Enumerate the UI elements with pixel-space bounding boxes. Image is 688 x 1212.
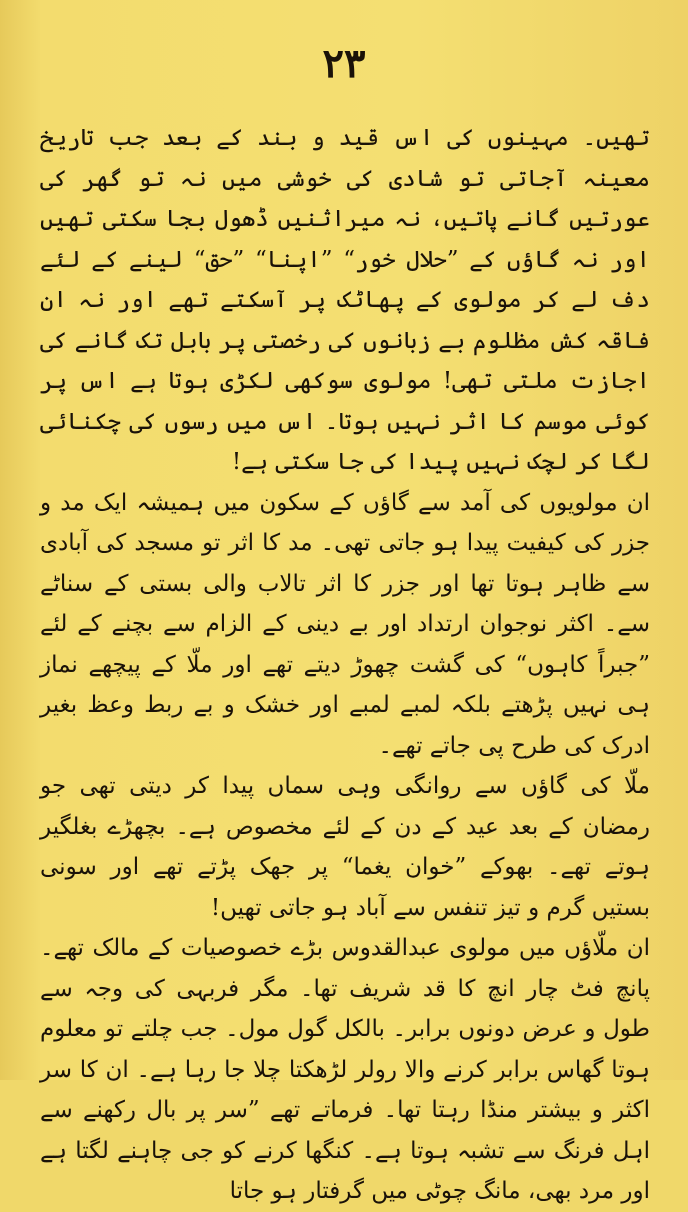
paragraph: ان ملّاؤں میں مولوی عبدالقدوس بڑے خصوصیات کے مالک تھے۔ پانچ فٹ چار انچ کا قد شریف تھا۔ مگر فربہی کی وجہ سے طول و عرض دونوں برابر۔ بالکل گول مول۔ جب چلتے تو معلوم ہوتا گھاس برابر کرنے والا رولر لڑھکتا چلا جا رہا ہے۔ ان کا سر اکثر و بیشتر منڈا رہتا تھا۔ فرماتے تھے ”سر پر بال رکھنے سے اہل فرنگ سے تشبہ ہوتا ہے۔ کنگھا کرنے کو جی چاہنے لگتا ہے اور مرد بھی، مانگ چوٹی میں گرفتار ہو جاتا	[40, 935, 650, 1204]
page-text	[40, 118, 650, 1212]
page-number: ۲۳	[322, 40, 366, 87]
paragraph: تھیں۔ مہینوں کی اس قید و بند کے بعد جب تاریخ معینہ آجاتی تو شادی کی خوشی میں نہ تو گھر کی عورتیں گانے پاتیں، نہ میراثنیں ڈھول بجا سکتی تھیں اور نہ گاؤں کے ”حلال خور“ ”اپنا“ ”حق“ لینے کے لئے دف لے کر مولوی کے پھاٹک پر آسکتے تھے اور نہ ان فاقہ کش مظلوم بے زبانوں کی رخصتی پر بابل تک گانے کی اجازت ملتی تھی! مولوی سوکھی لکڑی ہوتا ہے اس پر کوئی موسم کا اثر نہیں ہوتا۔ اس میں رسوں کی چکنائی لگا کر لچک نہیں پیدا کی جا سکتی ہے!	[40, 125, 650, 475]
paragraph: ان مولویوں کی آمد سے گاؤں کے سکون میں ہمیشہ ایک مد و جزر کی کیفیت پیدا ہو جاتی تھی۔ مد کا اثر تو مسجد کی آبادی سے ظاہر ہوتا تھا اور جزر کا اثر تالاب والی بستی کے سناٹے سے۔ اکثر نوجوان ارتداد اور بے دینی کے الزام سے بچنے کے لئے ”جبراً کاہوں“ کی گشت چھوڑ دیتے تھے اور ملّا کے پیچھے نماز ہی نہیں پڑھتے بلکہ لمبے لمبے اور خشک و بے ربط وعظ بغیر ادرک کی طرح پی جاتے تھے۔	[40, 489, 650, 759]
paragraph: ملّا کی گاؤں سے روانگی وہی سماں پیدا کر دیتی تھی جو رمضان کے بعد عید کے دن کے لئے مخصوص ہے۔ بچھڑے بغلگیر ہوتے تھے۔ بھوکے ”خوان یغما“ پر جھک پڑتے تھے اور سونی بستیں گرم و تیز تنفس سے آباد ہو جاتی تھیں!	[40, 773, 650, 921]
